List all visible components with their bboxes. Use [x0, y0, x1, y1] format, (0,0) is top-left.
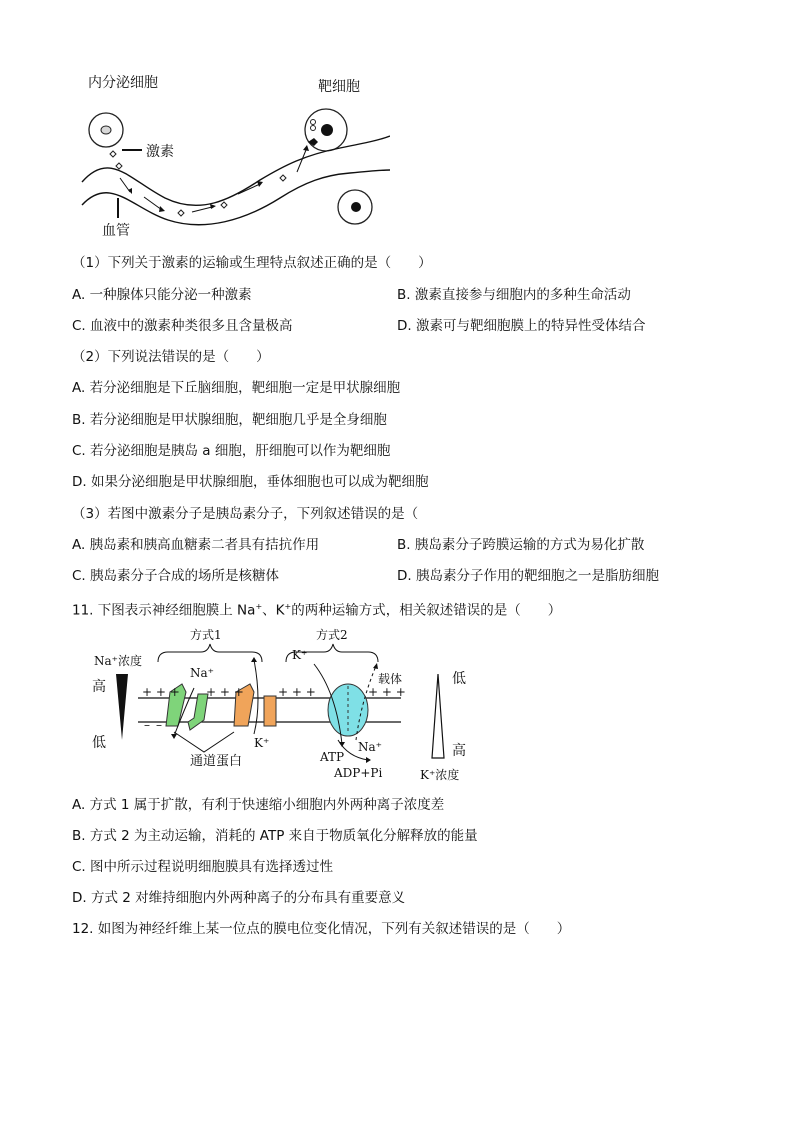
plus-signs-3: + + +: [278, 685, 316, 699]
minus-sign-2: –: [156, 718, 162, 732]
q3-stem: （3）若图中激素分子是胰岛素分子，下列叙述错误的是（: [72, 506, 419, 522]
mode1-label: 方式1: [190, 628, 222, 642]
k-ion-label-top: K⁺: [292, 648, 308, 662]
q2-option-b: B. 若分泌细胞是甲状腺细胞，靶细胞几乎是全身细胞: [72, 412, 387, 428]
plus-signs-4: + + +: [368, 685, 406, 699]
plus-signs-1: + + +: [142, 685, 180, 699]
minus-sign-1: –: [144, 718, 150, 732]
hormone-label: 激素: [146, 144, 174, 160]
q2-option-d: D. 如果分泌细胞是甲状腺细胞，垂体细胞也可以成为靶细胞: [72, 474, 429, 490]
q11-option-b: B. 方式 2 为主动运输，消耗的 ATP 来自于物质氧化分解释放的能量: [72, 828, 478, 844]
q1-stem: （1）下列关于激素的运输或生理特点叙述正确的是（ ）: [72, 255, 432, 271]
q1-option-b: B. 激素直接参与细胞内的多种生命活动: [397, 287, 631, 303]
q11-stem-part2: 、K: [262, 602, 285, 619]
ion-transport-figure: [86, 622, 486, 787]
mode2-label: 方式2: [316, 628, 348, 642]
q3-option-b: B. 胰岛素分子跨膜运输的方式为易化扩散: [397, 537, 645, 553]
q12-stem: 12. 如图为神经纤维上某一位点的膜电位变化情况，下列有关叙述错误的是（ ）: [72, 921, 571, 937]
blood-vessel-label: 血管: [102, 223, 130, 239]
q3-option-a: A. 胰岛素和胰高血糖素二者具有拮抗作用: [72, 537, 320, 553]
q11-sup-1: +: [255, 602, 263, 611]
k-low-label: 低: [452, 671, 466, 687]
channel-protein-label: 通道蛋白: [190, 754, 243, 769]
q1-option-c: C. 血液中的激素种类很多且含量极高: [72, 318, 293, 334]
na-ion-label-right: Na⁺: [358, 740, 382, 754]
na-ion-label: Na⁺: [190, 666, 214, 680]
q11-stem-part3: 的两种运输方式，相关叙述错误的是（ ）: [291, 602, 562, 619]
carrier-label: 载体: [378, 672, 403, 686]
q11-option-d: D. 方式 2 对维持细胞内外两种离子的分布具有重要意义: [72, 890, 406, 906]
ion-transport-diagram: [86, 622, 486, 787]
na-concentration-label: Na⁺浓度: [94, 654, 142, 668]
hormone-transport-figure: [70, 70, 390, 245]
q11-option-c: C. 图中所示过程说明细胞膜具有选择透过性: [72, 859, 334, 875]
k-high-label: 高: [452, 743, 466, 759]
q3-option-d: D. 胰岛素分子作用的靶细胞之一是脂肪细胞: [397, 568, 659, 584]
na-high-label: 高: [92, 679, 106, 695]
na-low-label: 低: [92, 735, 106, 751]
hormone-transport-diagram: [70, 70, 390, 245]
adp-pi-label: ADP+Pi: [334, 766, 383, 780]
q3-option-c: C. 胰岛素分子合成的场所是核糖体: [72, 568, 280, 584]
q11-option-a: A. 方式 1 属于扩散，有利于快速缩小细胞内外两种离子浓度差: [72, 797, 445, 813]
q2-option-c: C. 若分泌细胞是胰岛 a 细胞，肝细胞可以作为靶细胞: [72, 443, 391, 459]
q2-option-a: A. 若分泌细胞是下丘脑细胞，靶细胞一定是甲状腺细胞: [72, 380, 401, 396]
q11-stem-part1: 11. 下图表示神经细胞膜上 Na: [72, 602, 256, 619]
q1-option-a: A. 一种腺体只能分泌一种激素: [72, 287, 252, 303]
target-cell-label: 靶细胞: [318, 79, 360, 95]
atp-label: ATP: [320, 750, 345, 764]
q11-stem: [72, 598, 561, 620]
q2-stem: （2）下列说法错误的是（ ）: [72, 349, 270, 365]
q1-option-d: D. 激素可与靶细胞膜上的特异性受体结合: [397, 318, 646, 334]
secretory-cell-label: 内分泌细胞: [88, 75, 158, 91]
k-concentration-label: K⁺浓度: [420, 768, 460, 782]
k-ion-label-bottom: K⁺: [254, 736, 270, 750]
q11-sup-2: +: [284, 602, 292, 611]
plus-signs-2: + + +: [206, 685, 244, 699]
